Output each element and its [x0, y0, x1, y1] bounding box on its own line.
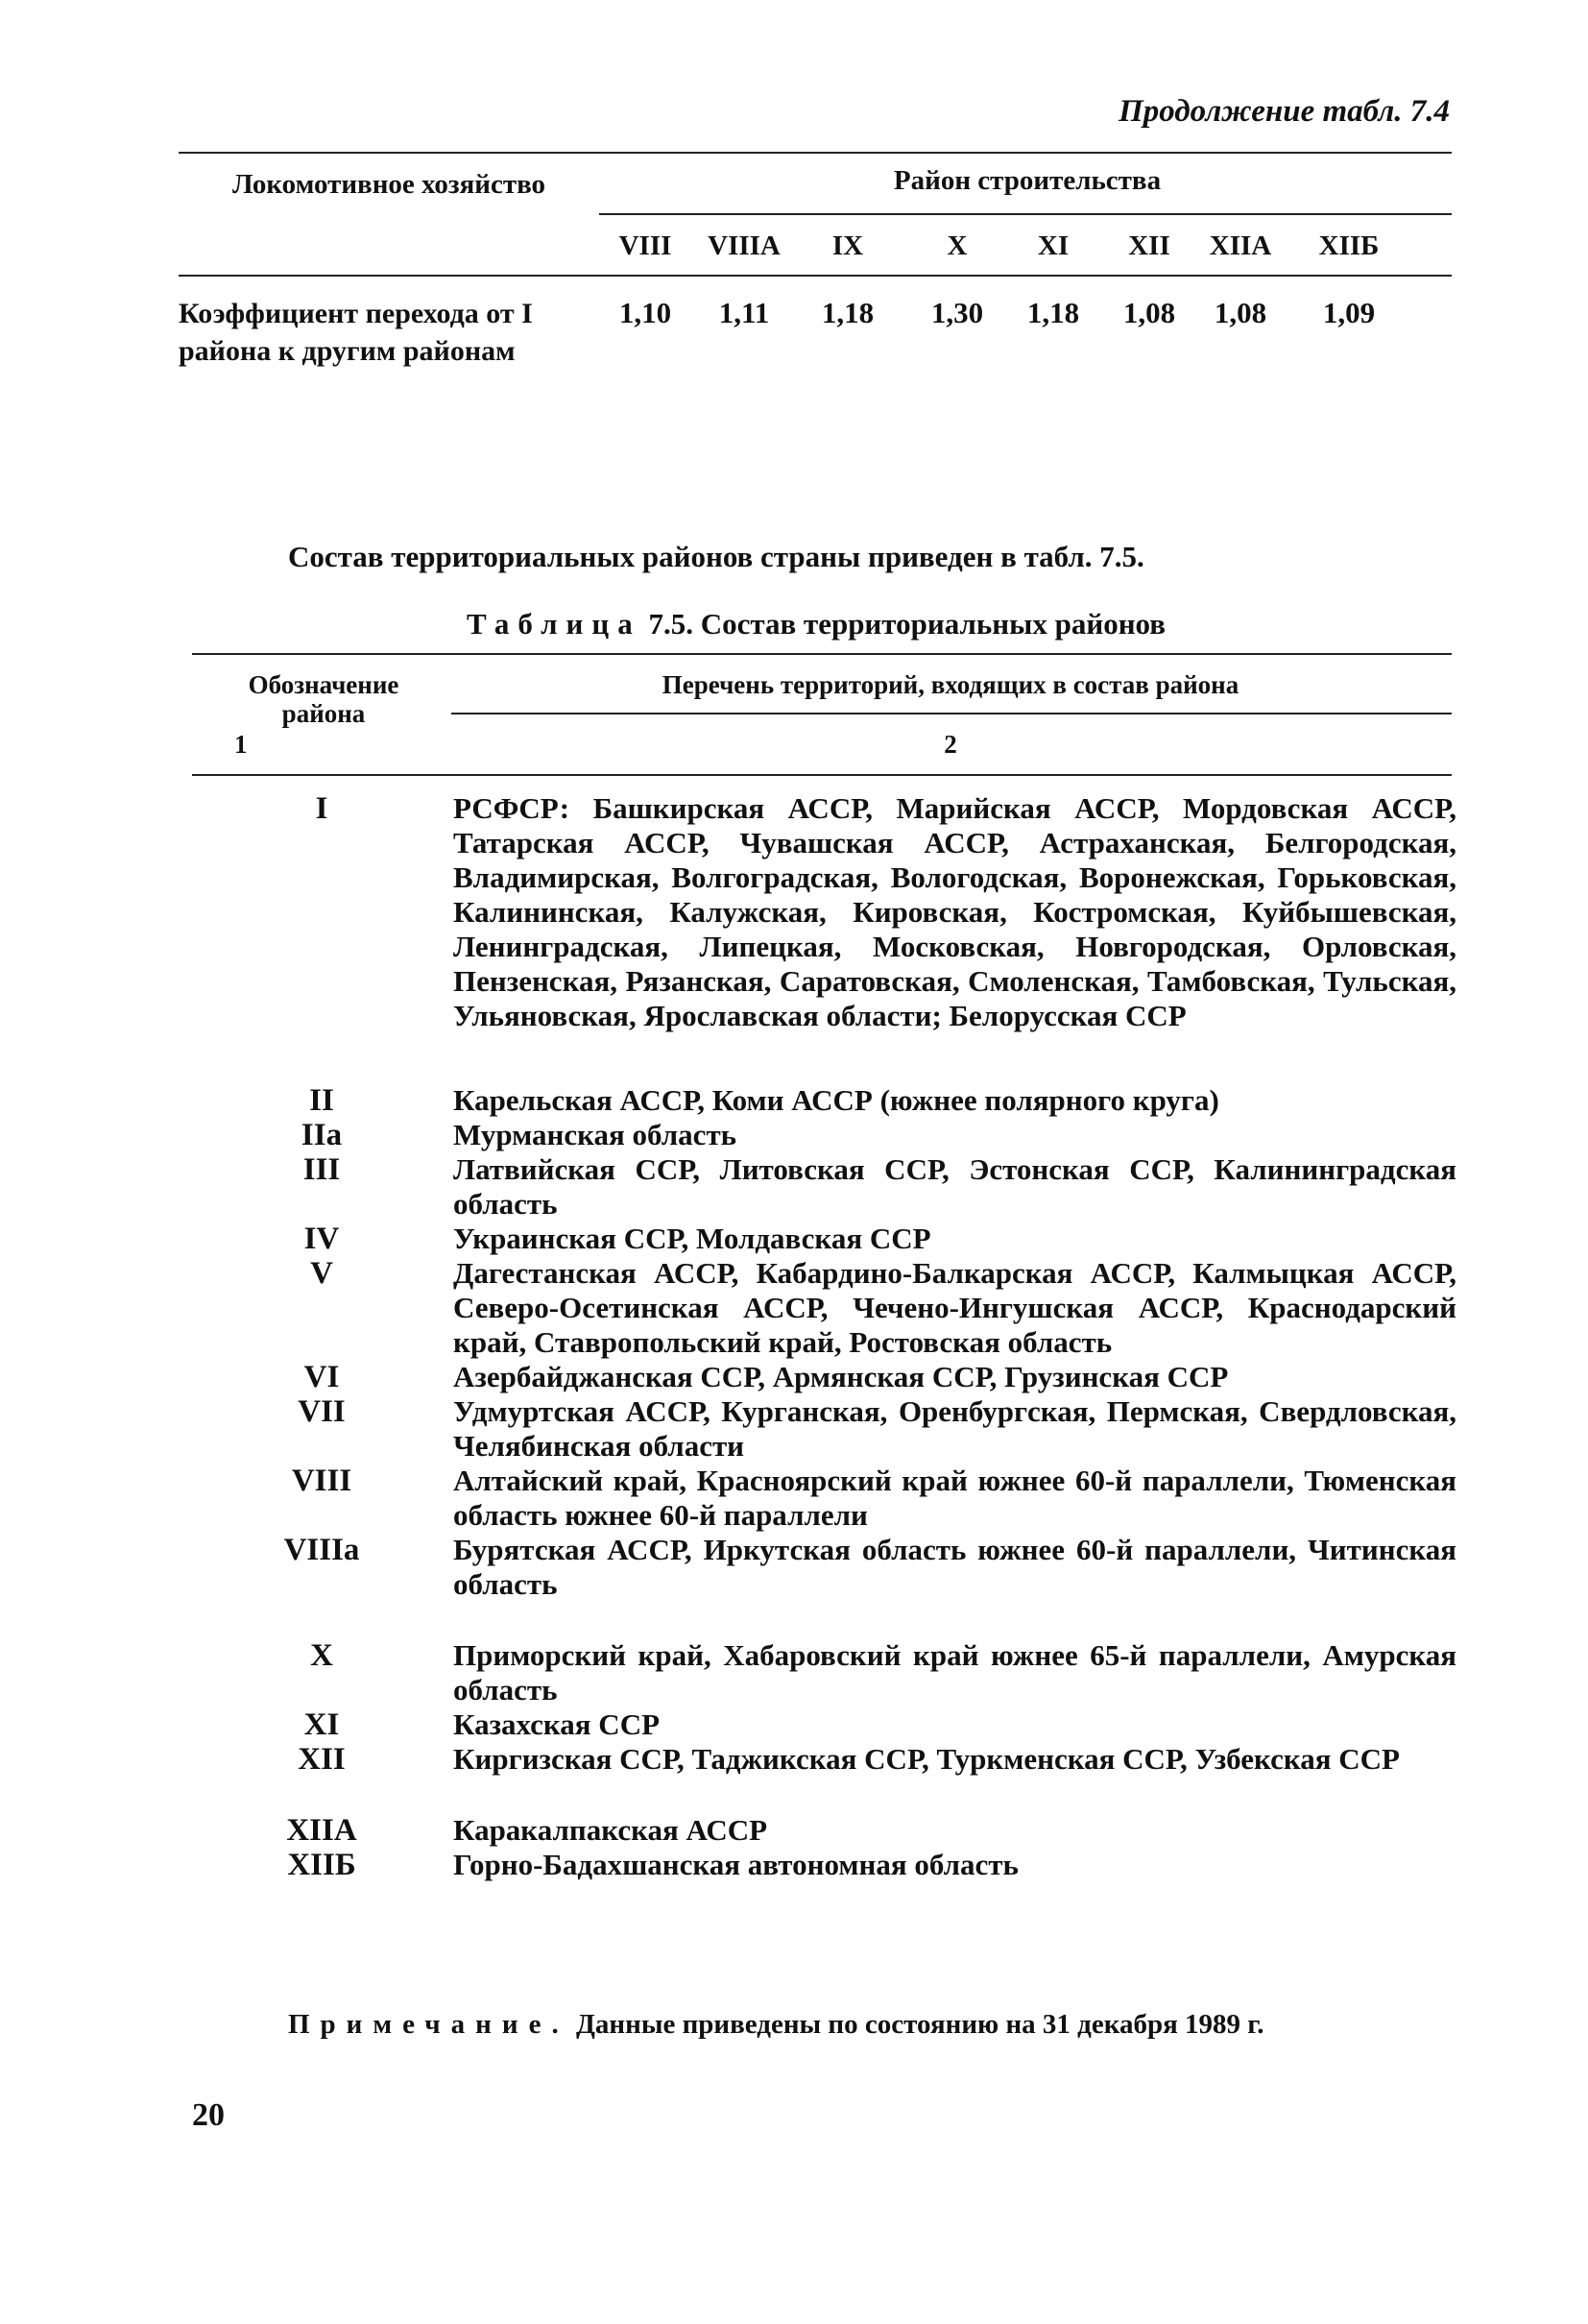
header-sub-rule: [451, 713, 1452, 714]
region-code: VI: [303, 1360, 340, 1394]
region-territories: РСФСР: Башкирская АССР, Марийская АССР, Мордовская АССР, Татарская АССР, Чувашская АССР, Астраханская, Белгородская, Владимирская, Волгоградская, Вологодская, Воронежская, Горьковская, Калининская, Калужская, Кировская, Костромская, Куйбышевская, Ленинградская, Липецкая, Московская, Новгородская, Орловская, Пензенская, Рязанская, Саратовская, Смоленская, Тамбовская, Тульская, Ульяновская, Ярославская области; Белорусская ССР: [453, 791, 1456, 1032]
region-code: XI: [303, 1707, 340, 1742]
region-code: III: [302, 1152, 341, 1187]
table-row: [240, 1707, 1459, 1742]
table-row: [240, 1464, 1459, 1533]
column-header-xii: XII: [1128, 230, 1170, 261]
table-cell: 1,11: [718, 296, 770, 329]
region-territories: Дагестанская АССР, Кабардино-Балкарская АССР, Калмыцкая АССР, Северо-Осетинская АССР, Чечено-Ингушская АССР, Краснодарский край, Ставропольский край, Ростовская область: [453, 1256, 1456, 1359]
column-header-territories: Перечень территорий, входящих в состав района: [662, 670, 1239, 699]
column-number-2: 2: [944, 730, 957, 759]
region-territories: Алтайский край, Красноярский край южнее 60-й параллели, Тюменская область южнее 60-й параллели: [453, 1464, 1456, 1532]
table-row: [240, 1222, 1459, 1256]
table-row: [240, 1813, 1459, 1848]
table-row: [240, 1152, 1459, 1222]
region-territories: Украинская ССР, Молдавская ССР: [453, 1222, 931, 1255]
table-row: [240, 1256, 1459, 1360]
column-header-ix: IX: [831, 230, 864, 261]
region-territories: Казахская ССР: [453, 1707, 661, 1741]
column-header-x: X: [947, 230, 968, 261]
table-row: [240, 791, 1459, 1033]
region-territories: Горно-Бадахшанская автономная область: [453, 1848, 1019, 1881]
table-row: [240, 1848, 1459, 1882]
region-code: IV: [303, 1222, 340, 1256]
header-sub-rule: [599, 213, 1452, 215]
region-code: VIIIa: [283, 1533, 360, 1567]
table-continuation-caption: Продолжение табл. 7.4: [1119, 94, 1450, 129]
region-code: VII: [298, 1394, 346, 1429]
region-code: XIIБ: [287, 1848, 356, 1882]
intro-paragraph: Состав территориальных районов страны приведен в табл. 7.5.: [288, 540, 1144, 573]
table-row: [240, 1742, 1459, 1777]
table-cell: 1,09: [1322, 296, 1376, 329]
table-cell: 1,30: [930, 296, 984, 329]
region-territories: Бурятская АССР, Иркутская область южнее 60-й параллели, Читинская область: [453, 1533, 1456, 1601]
region-code: I: [315, 791, 328, 826]
page-number: 20: [192, 2097, 225, 2133]
row-label-coefficient: Коэффициент перехода от I района к другим районам: [179, 298, 533, 367]
region-code: XIIA: [286, 1813, 357, 1848]
column-header-xi: XI: [1037, 230, 1070, 261]
column-header-viii: VIII: [618, 230, 672, 261]
column-header-xiib: XIIБ: [1318, 230, 1380, 261]
region-territories: Азербайджанская ССР, Армянская ССР, Грузинская ССР: [453, 1360, 1229, 1393]
table-title: [288, 607, 1344, 642]
table-row: [240, 1083, 1459, 1118]
table-row: [240, 1394, 1459, 1464]
territory-list: [240, 791, 1459, 1882]
table-cell: 1,18: [1026, 296, 1080, 329]
table-cell: 1,10: [618, 296, 672, 329]
column-header-viiia: VIIIA: [708, 230, 781, 261]
region-territories: Латвийская ССР, Литовская ССР, Эстонская ССР, Калининградская область: [453, 1152, 1456, 1221]
region-code: IIa: [301, 1118, 343, 1152]
column-header-locomotive: Локомотивное хозяйство: [231, 169, 546, 200]
table-note: [288, 2009, 1450, 2041]
table-row: [240, 1533, 1459, 1602]
region-code: X: [310, 1638, 333, 1673]
table-row: [240, 1638, 1459, 1707]
column-header-code: Обозначение района: [248, 670, 399, 728]
table-cell: 1,08: [1122, 296, 1176, 329]
header-bottom-rule: [192, 774, 1452, 776]
region-territories: Удмуртская АССР, Курганская, Оренбургская, Пермская, Свердловская, Челябинская области: [453, 1394, 1456, 1463]
table-cell: 1,18: [821, 296, 875, 329]
column-number-1: 1: [234, 730, 248, 759]
region-territories: Каракалпакская АССР: [453, 1813, 768, 1847]
table-cell: 1,08: [1214, 296, 1267, 329]
table-title-prefix: Таблица: [466, 607, 641, 641]
note-text: Данные приведены по состоянию на 31 декабря 1989 г.: [575, 2009, 1264, 2040]
table-top-rule: [192, 653, 1452, 655]
region-territories: Карельская АССР, Коми АССР (южнее полярного круга): [453, 1083, 1219, 1117]
region-territories: Приморский край, Хабаровский край южнее 65-й параллели, Амурская область: [453, 1638, 1456, 1707]
header-bottom-rule: [179, 275, 1452, 277]
region-code: II: [309, 1083, 334, 1118]
note-label: Примечание.: [288, 2009, 569, 2040]
region-code: VIII: [291, 1464, 352, 1498]
region-territories: Мурманская область: [453, 1118, 737, 1151]
table-row: [240, 1360, 1459, 1394]
region-territories: Киргизская ССР, Таджикская ССР, Туркменская ССР, Узбекская ССР: [453, 1742, 1400, 1776]
region-code: V: [310, 1256, 333, 1291]
table-top-rule: [179, 152, 1452, 154]
region-code: XII: [298, 1742, 346, 1777]
column-header-xiia: XIIA: [1209, 230, 1272, 261]
column-header-region: Район строительства: [893, 165, 1162, 196]
table-title-text: 7.5. Состав территориальных районов: [648, 607, 1167, 641]
table-row: [240, 1118, 1459, 1152]
